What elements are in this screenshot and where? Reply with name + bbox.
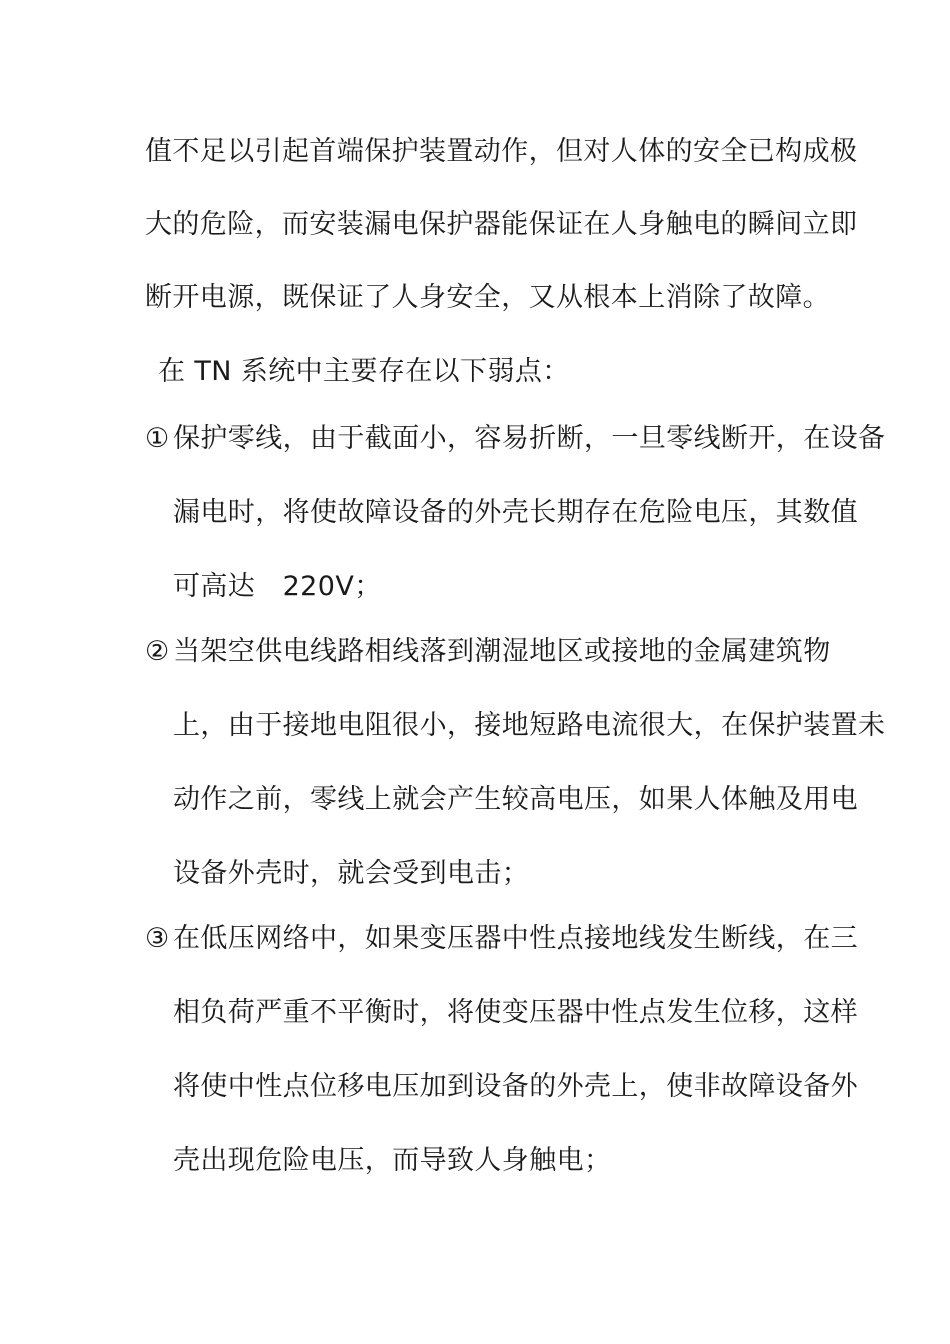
item-1-line-3: 可高达 220V；	[173, 571, 382, 602]
section-heading: 在 TN 系统中主要存在以下弱点：	[158, 356, 570, 387]
intro-line-3: 断开电源，既保证了人身安全，又从根本上消除了故障。	[145, 282, 830, 313]
item-1-line-2: 漏电时，将使故障设备的外壳长期存在危险电压，其数值	[173, 497, 858, 528]
item-2-marker: ②	[145, 636, 170, 667]
item-2-line-4: 设备外壳时，就会受到电击；	[173, 858, 530, 889]
item-1-marker: ①	[145, 423, 170, 454]
item-1-line-1: 保护零线，由于截面小，容易折断，一旦零线断开，在设备	[173, 423, 886, 454]
item-3-line-3: 将使中性点位移电压加到设备的外壳上，使非故障设备外	[173, 1071, 858, 1102]
intro-line-2: 大的危险，而安装漏电保护器能保证在人身触电的瞬间立即	[145, 209, 858, 240]
item-2-line-2: 上，由于接地电阻很小，接地短路电流很大，在保护装置未	[173, 710, 886, 741]
item-3-line-1: 在低压网络中，如果变压器中性点接地线发生断线，在三	[173, 923, 858, 954]
item-3-line-2: 相负荷严重不平衡时，将使变压器中性点发生位移，这样	[173, 997, 858, 1028]
item-2-line-3: 动作之前，零线上就会产生较高电压，如果人体触及用电	[173, 784, 858, 815]
intro-line-1: 值不足以引起首端保护装置动作，但对人体的安全已构成极	[145, 136, 858, 167]
item-3-line-4: 壳出现危险电压，而导致人身触电；	[173, 1145, 612, 1176]
item-2-line-1: 当架空供电线路相线落到潮湿地区或接地的金属建筑物	[173, 636, 831, 667]
item-3-marker: ③	[145, 923, 170, 954]
